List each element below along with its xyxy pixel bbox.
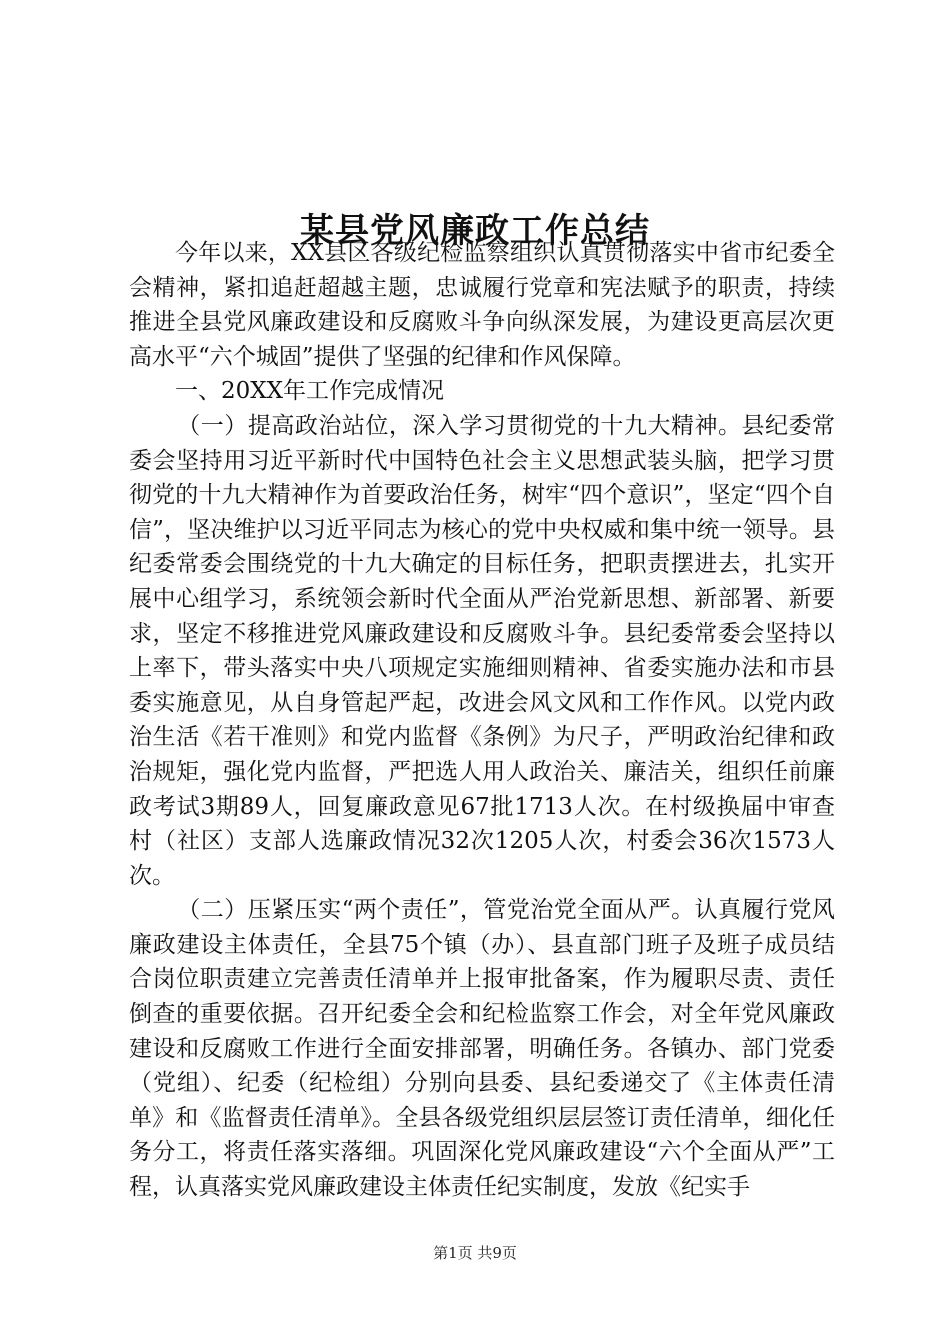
intro-paragraph: 今年以来，XX县区各级纪检监察组织认真贯彻落实中省市纪委全会精神，紧扣追赶超越主题，忠诚履行党章和宪法赋予的职责，持续推进全县党风廉政建设和反腐败斗争向纵深发展，为建设更高层次更高水平“六个城固”提供了坚强的纪律和作风保障。 (129, 240, 835, 370)
subsection-paragraph-1: （一）提高政治站位，深入学习贯彻党的十九大精神。县纪委常委会坚持用习近平新时代中国特色社会主义思想武装头脑，把学习贯彻党的十九大精神作为首要政治任务，树牢“四个意识”，坚定“四个自信”，坚决维护以习近平同志为核心的党中央权威和集中统一领导。县纪委常委会围绕党的十九大确定的目标任务，把职责摆进去，扎实开展中心组学习，系统领会新时代全面从严治党新思想、新部署、新要求，坚定不移推进党风廉政建设和反腐败斗争。县纪委常委会坚持以上率下，带头落实中央八项规定实施细则精神、省委实施办法和市县委实施意见，从自身管起严起，改进会风文风和工作作风。以党内政治生活《若干准则》和党内监督《条例》为尺子，严明政治纪律和政治规矩，强化党内监督，严把选人用人政治关、廉洁关，组织任前廉政考试3期89人，回复廉政意见67批1713人次。在村级换届中审查村（社区）支部人选廉政情况32次1205人次，村委会36次1573人次。 (129, 412, 835, 889)
document-title: 某县党风廉政工作总结 (300, 210, 650, 251)
section-heading: 一、20XX年工作完成情况 (175, 378, 445, 405)
document-body (129, 236, 835, 1205)
page-number-footer: 第1页 共9页 (433, 1244, 517, 1262)
subsection-paragraph-2: （二）压紧压实“两个责任”，管党治党全面从严。认真履行党风廉政建设主体责任，全县75个镇（办）、县直部门班子及班子成员结合岗位职责建立完善责任清单并上报审批备案，作为履职尽责、责任倒查的重要依据。召开纪委全会和纪检监察工作会，对全年党风廉政建设和反腐败工作进行全面安排部署，明确任务。各镇办、部门党委（党组）、纪委（纪检组）分别向县委、县纪委递交了《主体责任清单》和《监督责任清单》。全县各级党组织层层签订责任清单，细化任务分工，将责任落实落细。巩固深化党风廉政建设“六个全面从严”工程，认真落实党风廉政建设主体责任纪实制度，发放《纪实手 (129, 897, 835, 1201)
